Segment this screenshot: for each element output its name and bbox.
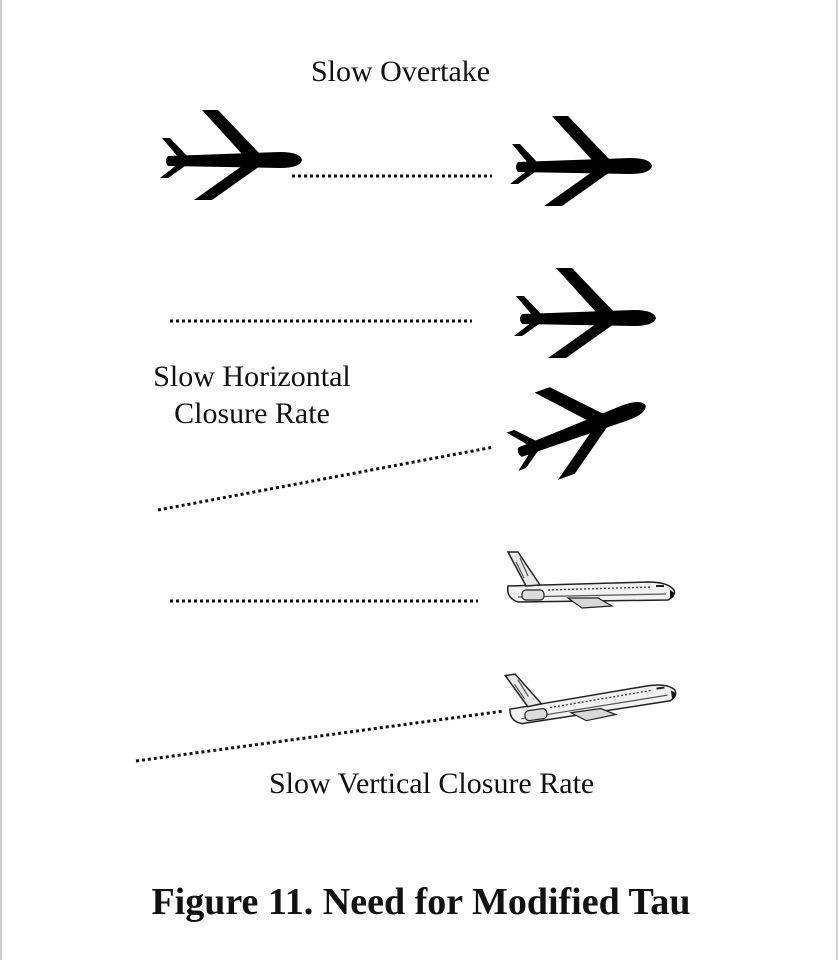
horizontal-climbing-jet-icon (495, 358, 659, 491)
vertical-level-airliner-icon (508, 552, 675, 608)
slow-vertical-closure-label: Slow Vertical Closure Rate (269, 767, 595, 800)
slow-overtake-label: Slow Overtake (311, 55, 491, 88)
overtake-trailing-jet-icon (160, 110, 302, 200)
vertical-angled-dotted-line (136, 711, 504, 761)
slow-horizontal-closure-label-line1: Slow Horizontal (153, 360, 351, 393)
horizontal-angled-dotted-line (158, 447, 494, 510)
overtake-leading-jet-icon (510, 116, 652, 206)
horizontal-level-jet-icon (514, 268, 656, 358)
slow-horizontal-closure-label-line2: Closure Rate (174, 396, 330, 430)
figure-caption: Figure 11. Need for Modified Tau (151, 881, 691, 923)
slow-horizontal-closure-label (144, 359, 360, 432)
vertical-climbing-airliner-icon (505, 652, 678, 731)
figure-diagram (2, 0, 838, 960)
